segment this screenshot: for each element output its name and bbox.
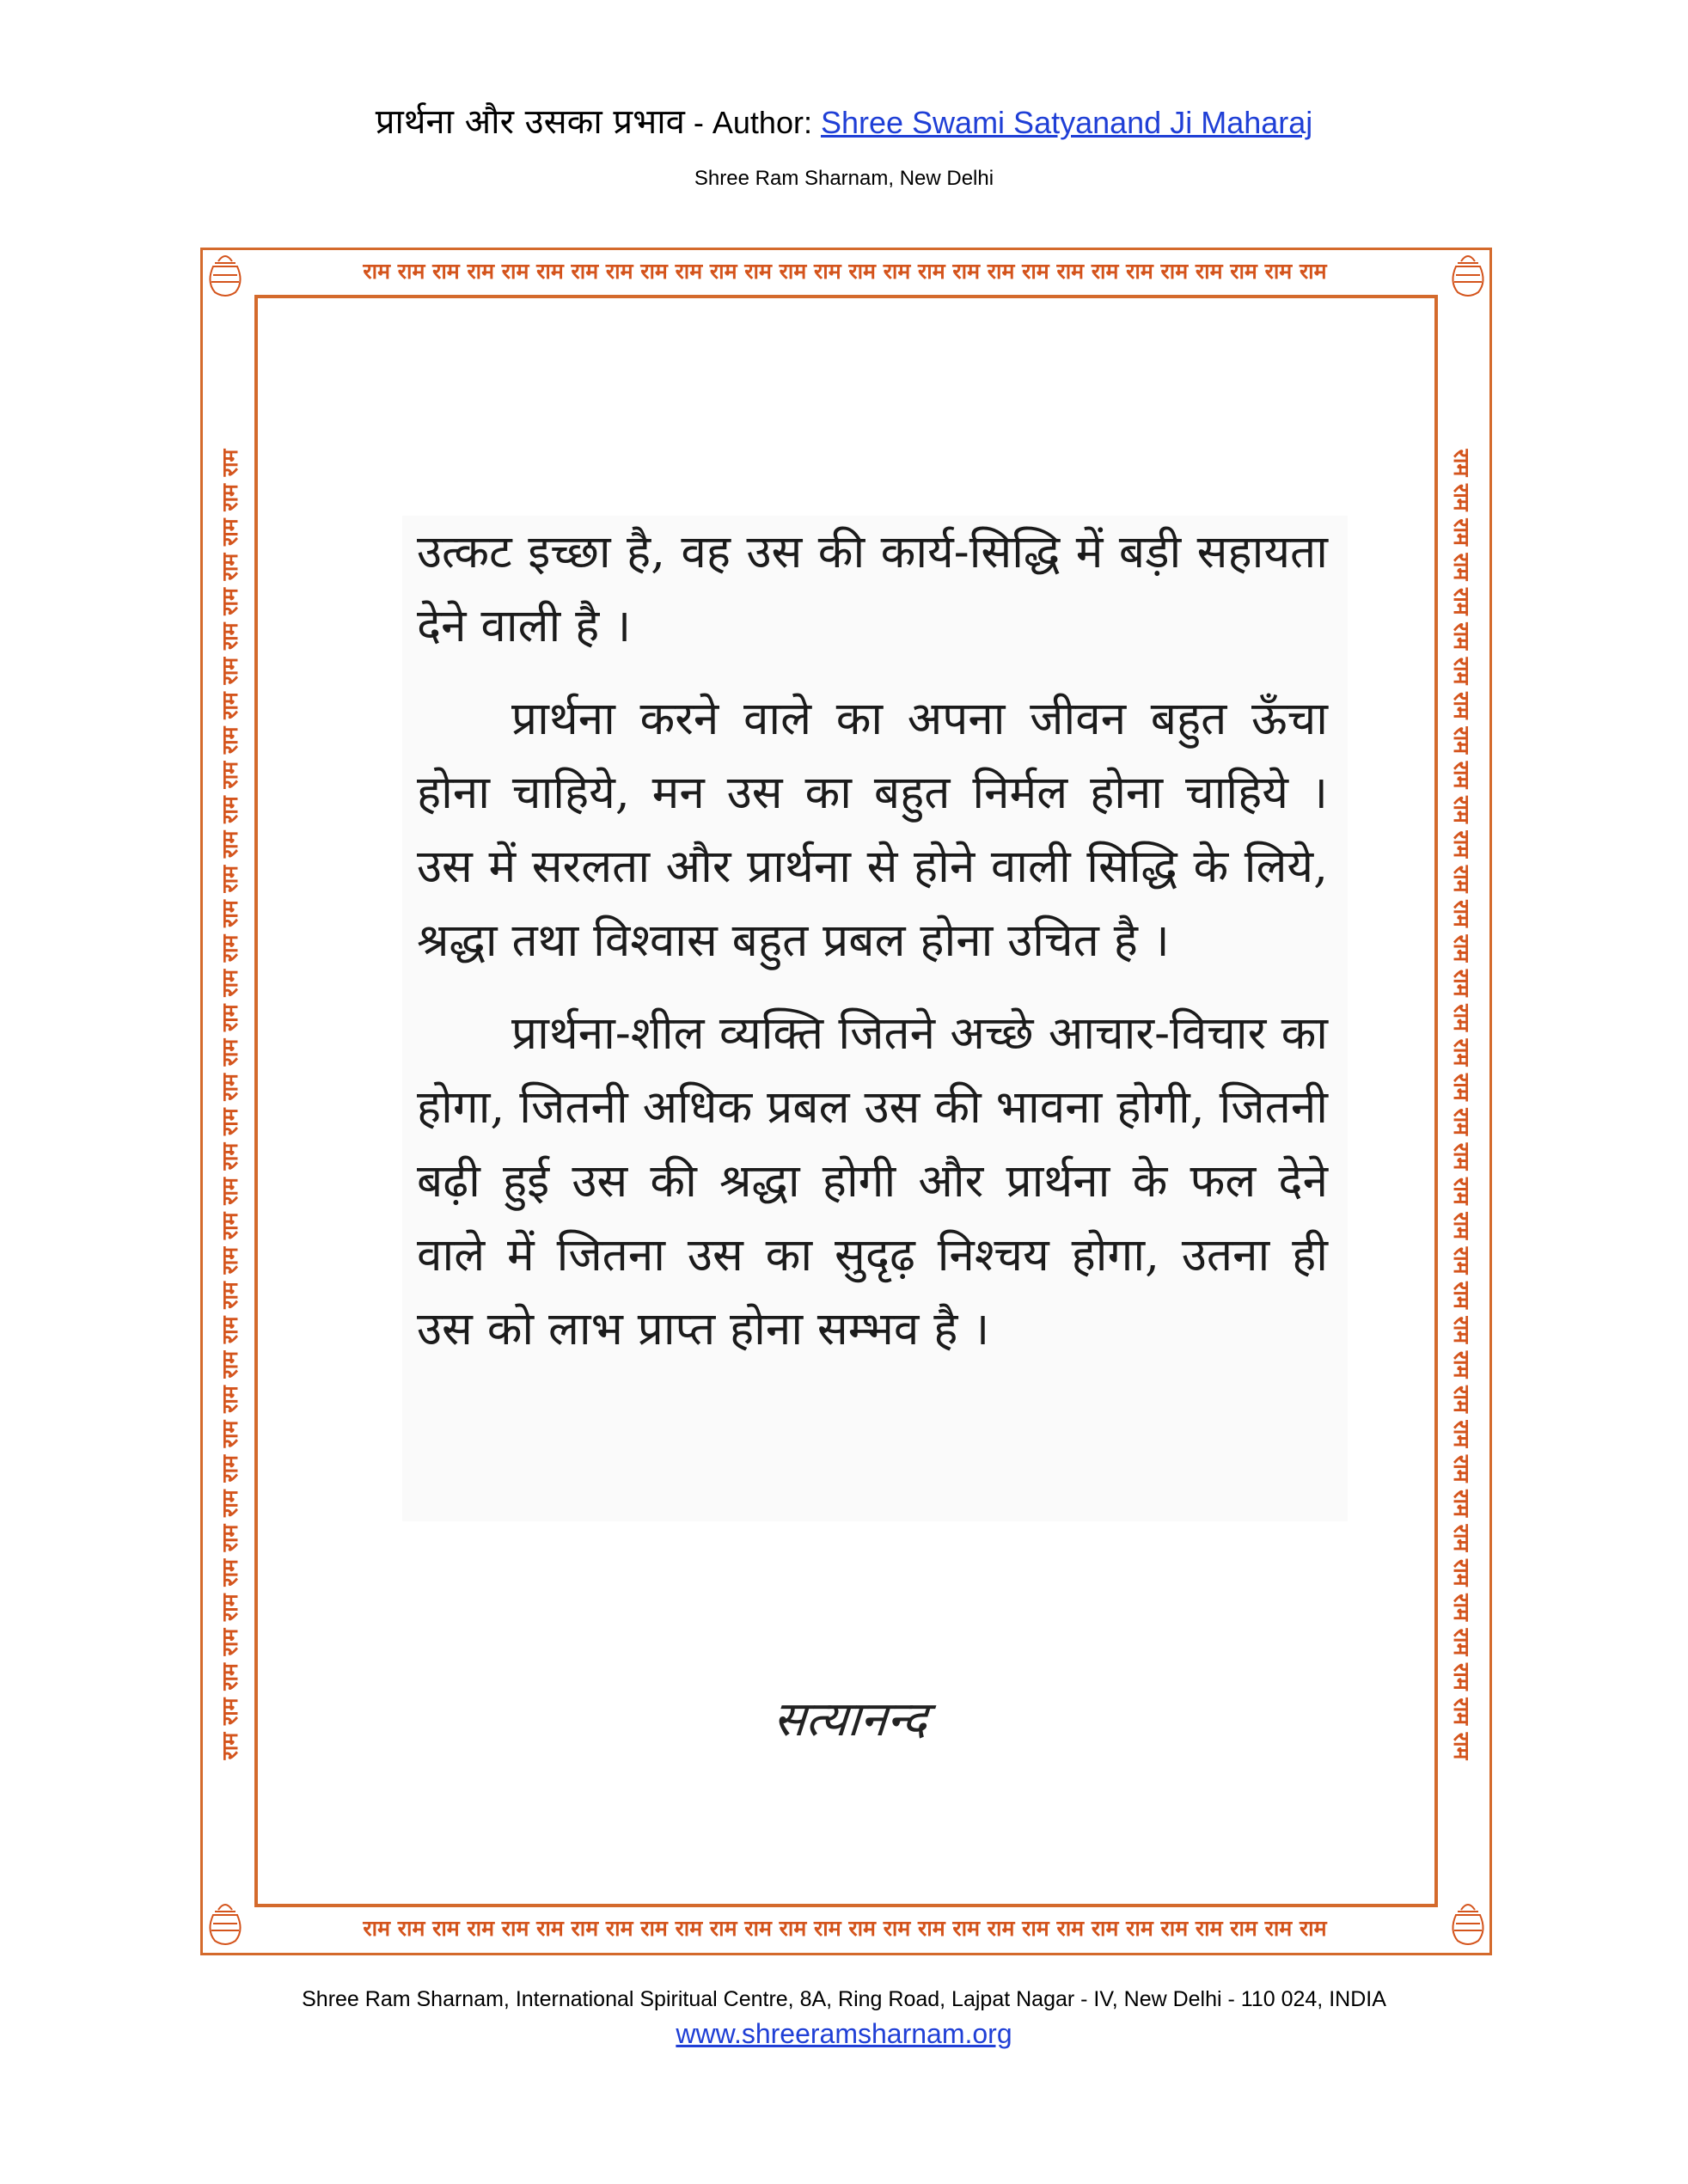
page-title [0,101,1688,143]
ram-border-top: राम राम राम राम राम राम राम राम राम राम राम राम राम राम राम राम राम राम राम राम राम राम राम राम राम राम राम राम [363,259,1327,284]
kalash-icon [1446,1898,1490,1949]
kalash-icon [203,249,248,301]
ram-border-left: राम राम राम राम राम राम राम राम राम राम राम राम राम राम राम राम राम राम राम राम राम राम राम राम राम राम राम राम राम राम राम राम राम राम राम राम राम राम [217,449,242,1760]
website-link[interactable]: www.shreeramsharnam.org [676,2018,1012,2049]
page-subtitle: Shree Ram Sharnam, New Delhi [694,167,994,190]
kalash-icon [203,1898,248,1949]
footer-address: Shree Ram Sharnam, International Spiritual Centre, 8A, Ring Road, Lajpat Nagar - IV, New Delhi - 110 024, INDIA [302,1987,1386,2011]
author-link[interactable]: Shree Swami Satyanand Ji Maharaj [820,105,1313,140]
footer-url [0,2018,1688,2050]
paragraph: प्रार्थना करने वाले का अपना जीवन बहुत ऊँचा होना चाहिये, मन उस का बहुत निर्मल होना चाहिये । उस में सरलता और प्रार्थना से होने वाली सिद्धि के लिये, श्रद्धा तथा विश्वास बहुत प्रबल होना उचित है । [417,693,1328,967]
paragraph: उत्कट इच्छा है, वह उस की कार्य-सिद्धि में बड़ी सहायता देने वाली है । [417,526,1328,652]
ram-border-bottom: राम राम राम राम राम राम राम राम राम राम राम राम राम राम राम राम राम राम राम राम राम राम राम राम राम राम राम राम [363,1916,1327,1941]
kalash-icon [1446,249,1490,301]
title-hindi: प्रार्थना और उसका प्रभाव [375,102,685,142]
paragraph: प्रार्थना-शील व्यक्ति जितने अच्छे आचार-विचार का होगा, जितनी अधिक प्रबल उस की भावना होगी, जितनी बढ़ी हुई उस की श्रद्धा होगी और प्रार्थना के फल देने वाले में जितना उस का सुदृढ़ निश्चय होगा, उतना ही उस को लाभ प्राप्त होना सम्भव है । [417,1007,1328,1355]
author-prefix: - Author: [684,105,821,140]
ram-border-right: राम राम राम राम राम राम राम राम राम राम राम राम राम राम राम राम राम राम राम राम राम राम राम राम राम राम राम राम राम राम राम राम राम राम राम राम राम राम [1449,449,1474,1760]
scripture-text [417,516,1328,1367]
signature: सत्यानन्द [771,1692,930,1747]
